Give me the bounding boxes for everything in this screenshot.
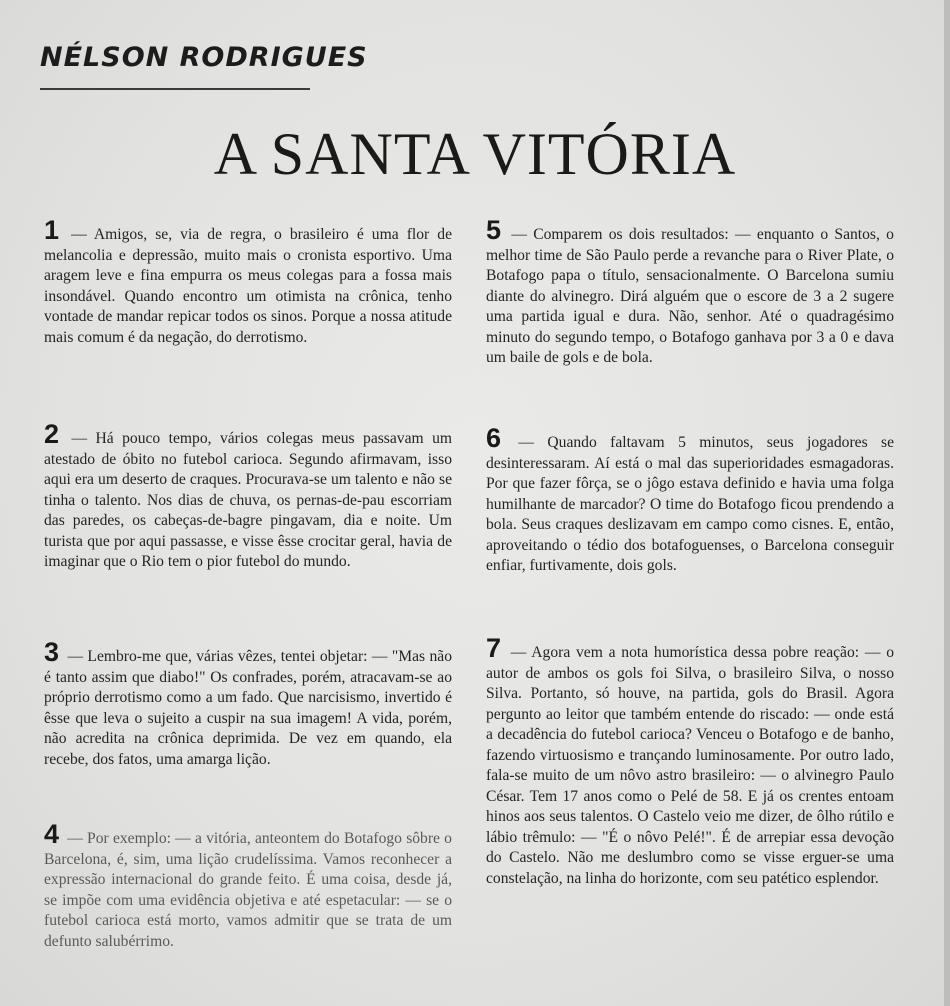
paragraph-1	[44, 215, 452, 348]
paragraph-2	[44, 419, 452, 573]
paragraph-number: 2	[44, 419, 60, 449]
paragraph-number: 3	[44, 637, 60, 667]
paragraph-number: 7	[486, 633, 502, 663]
paragraph-text: — Agora vem a nota humorística dessa pobre reação: — o autor de ambos os gols foi Silva, o brasileiro Silva, o nosso Silva. Portanto, só houve, na partida, gols do Brasil. Agora pergunto ao leitor que também entende do riscado: — onde está a decadência do futebol carioca? Venceu o Botafogo e de banho, fazendo virtuosismo e trançando luminosamente. Por outro lado, fala-se muito de um nôvo astro brasileiro: — o alvinegro Paulo César. Tem 17 anos como o Pelé de 58. E já os crentes entoam hinos aos seus talentos. O Castelo veio me dizer, de ôlho rútilo e lábio trêmulo: — "É o nôvo Pelé!". É de arrepiar essa devoção do Castelo. Não me deslumbro como se visse erguer-se uma constelação, na linha do horizonte, com seu patético esplendor.	[486, 644, 894, 887]
paragraph-number: 6	[486, 423, 502, 453]
paragraph-5	[486, 215, 894, 369]
paragraph-3	[44, 637, 452, 770]
paragraph-number: 5	[486, 215, 502, 245]
paragraph-text: — Há pouco tempo, vários colegas meus passavam um atestado de óbito no futebol carioca. Segundo afirmavam, isso aqui era um deserto de craques. Procurava-se um talento e não se tinha o talento. Nos dias de chuva, os pernas-de-pau escorriam das paredes, os cabeças-de-bagre pingavam, dia e noite. Um turista que por aqui passasse, e visse êsse crocitar geral, havia de imaginar que o Rio tem o pior futebol do mundo.	[44, 430, 452, 570]
article-title: A SANTA VITÓRIA	[213, 121, 737, 187]
paragraph-number: 4	[44, 819, 60, 849]
paragraph-text: — Quando faltavam 5 minutos, seus jogadores se desinteressaram. Aí está o mal das superioridades esmagadoras. Por que fazer fôrça, se o jôgo estava definido e havia uma folga humilhante de marcador? O time do Botafogo ficou prendendo a bola. Seus craques deslizavam em campo como cisnes. E, então, aproveitando o tédio dos botafoguenses, o Barcelona conseguir enfiar, furtivamente, dois gols.	[486, 434, 895, 574]
paragraph-text: — Comparem os dois resultados: — enquanto o Santos, o melhor time de São Paulo perde a revanche para o River Plate, o Botafogo papa o título, sensacionalmente. O Barcelona sumiu diante do alvinegro. Dirá alguém que o escore de 3 a 2 sugere uma partida igual e dura. Não, senhor. Até o quadragésimo minuto do segundo tempo, o Botafogo ganhava por 3 a 0 e dava um baile de gols e de bola.	[486, 226, 894, 366]
paragraph-text: — Amigos, se, via de regra, o brasileiro é uma flor de melancolia e depressão, muito mais o cronista esportivo. Uma aragem leve e fina empurra os meus colegas para a fossa mais insondável. Quando encontro um otimista na crônica, tenho vontade de mandar repicar todos os sinos. Porque a nossa atitude mais comum é da negação, do derrotismo.	[44, 226, 452, 346]
byline-underline	[40, 88, 310, 90]
author-byline: NÉLSON RODRIGUES	[40, 42, 368, 73]
paragraph-7	[486, 633, 894, 889]
paragraph-number: 1	[44, 215, 60, 245]
paragraph-4	[44, 819, 452, 952]
paragraph-text: — Lembro-me que, várias vêzes, tentei objetar: — "Mas não é tanto assim que diabo!" Os confrades, porém, atracavam-se ao próprio derrotismo como a um fado. Que narcisismo, invertido é êsse que leva o sujeito a cuspir na sua imagem! A vida, porém, não acredita na crônica deprimida. De vez em quando, ela recebe, dos fatos, uma amarga lição.	[44, 648, 452, 768]
paragraph-6	[486, 423, 895, 577]
paragraph-text: — Por exemplo: — a vitória, anteontem do Botafogo sôbre o Barcelona, é, sim, uma lição crudelíssima. Vamos reconhecer a expressão internacional do grande feito. É uma coisa, desde já, se impõe com uma evidência objetiva e até espetacular: — se o futebol carioca está morto, vamos admitir que se trata de um defunto salubérrimo.	[44, 830, 452, 950]
